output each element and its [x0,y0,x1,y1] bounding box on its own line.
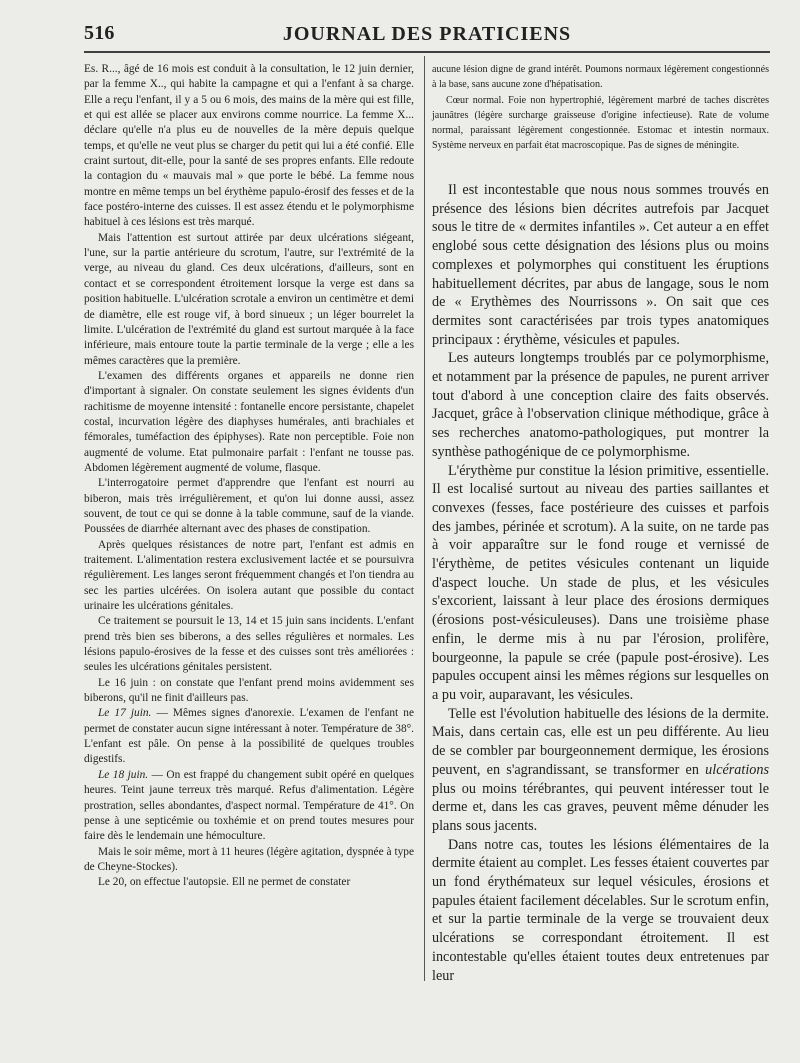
column-divider [424,56,425,981]
right-paragraph-1: Il est incontestable que nous nous sommes trouvés en présence des lésions bien décrites autrefois par Jacquet sous le titre de « dermites infantiles ». Cet auteur a en effet englobé sous cette désignation des lésions plus ou moins complexes et polymorphes qui constituent les éruptions habituellement décrites, par abus de langage, sous le nom de « Erythèmes des Nourrissons ». On sait que ces dermites sont caractérisées par trois types anatomiques principaux : érythème, vésicules et papules. [432,182,769,348]
left-paragraph-2: Mais l'attention est surtout attirée par deux ulcérations siégeant, l'une, sur la partie antérieure du scrotum, l'autre, sur l'extrémité de la verge, au niveau du gland. Ces deux ulcérations, d'ailleurs, sont en contact et se correspondent étroitement lorsque la verge est dans sa position habituelle. L'ulcération scrotale a environ un centimètre et demi de diamètre, elle est rouge vif, à bord sinueux ; un léger bourrelet la limite. L'ulcération de l'extrémité du gland est surtout marquée à la face inférieure, mais entoure toute la partie terminale de la verge ; elle a les mêmes caractères que la première. [84,231,414,367]
commentary-column [432,181,769,984]
left-paragraph-5: Après quelques résistances de notre part, l'enfant est admis en traitement. L'alimentation restera exclusivement lactée et se poursuivra régulièrement. Les langes seront fréquemment changés et l'on tiendra au sec les parties ulcérées. On isolera autant que possible du contact urinaire les ulcérations génitales. [84,538,414,613]
autopsy-findings [432,62,769,174]
left-paragraph-7: Le 16 juin : on constate que l'enfant prend moins avidemment ses biberons, qu'il ne finit d'ailleurs pas. [84,676,414,705]
right-paragraph-5: Dans notre cas, toutes les lésions élémentaires de la dermite étaient au complet. Les fesses étaient couvertes par un fond érythémateux sur lequel vésicules, érosions et papules étaient facilement décelables. Sur le scrotum enfin, et sur la partie terminale de la verge se trouvaient deux ulcérations se correspondant étroitement. Il est incontestable qu'elles étaient toutes deux entretenues par leur [432,836,769,984]
left-paragraph-8-text: — Mêmes signes d'anorexie. L'examen de l'enfant ne permet de constater aucun signe intéressant à noter. Température de 38°. L'enfant est pâle. On pense à la possibilité de quelques troubles digestifs. [84,707,414,766]
right-paragraph-4-before: Telle est l'évolution habituelle des lésions de la dermite. Mais, dans certain cas, elle est un peu différente. Au lieu de se combler par bourgeonnement dermique, les érosions peuvent, en s'agrandissant, se transformer en [432,705,769,778]
left-paragraph-11: Le 20, on effectue l'autopsie. Ell ne permet de constater [98,876,351,889]
right-paragraph-2: Les auteurs longtemps troublés par ce polymorphisme, et notamment par la présence de papules, ne purent arriver tout d'abord à une conception claire des faits observés. Jacquet, grâce à l'observation clinique méthodique, grâce à ses recherches anatomo-pathologiques, put montrer la synthèse pathogénique de ce polymorphisme. [432,350,769,460]
date-18-juin: Le 18 juin. [98,768,149,781]
page-number: 516 [84,22,115,44]
left-paragraph-9 [84,768,414,845]
header-rule [84,51,770,53]
journal-title: JOURNAL DES PRATICIENS [282,23,572,45]
left-column [84,62,414,977]
right-paragraph-3: L'érythème pur constitue la lésion primitive, essentielle. Il est localisé surtout au niveau des parties saillantes et convexes (fesses, face postérieure des cuisses et parfois des jambes, périnée et scrotum). A la suite, on ne tarde pas à voir apparaître sur le fond rouge et vernissé de l'érythème, de petites vésicules contenant un liquide d'aspect louche. Un stade de plus, et les vésicules s'excorient, laissant à leur place des érosions dermiques (érosions post-vésiculeuses). Dans une troisième phase enfin, le derme mis à nu par l'érosion, prolifère, bourgeonne, la papule se crée (papule post-érosive). Les papules occupent ainsi les mêmes régions sur lesquelles on a pu voir, auparavant, les vésicules. [432,462,769,703]
left-paragraph-8 [84,706,414,767]
left-paragraph-4: L'interrogatoire permet d'apprendre que l'enfant est nourri au biberon, mais très irrégulièrement, et qu'on lui donne aussi, assez souvent, de tout ce qui se donne à la table commune, sauf de la viande. Poussées de diarrhée alternant avec des phases de constipation. [84,477,414,536]
right-top-paragraph-2: Cœur normal. Foie non hypertrophié, légèrement marbré de taches discrètes jaunâtres (légère surcharge graisseuse d'origine infectieuse). Rate de volume normal, paraissant légèrement congestionnée. Estomac et intestin normaux. Système nerveux en parfait état macroscopique. Pas de signes de méningite. [432,94,769,152]
left-paragraph-9-text: — On est frappé du changement subit opéré en quelques heures. Teint jaune terreux très marqué. Refus d'alimentation. Légère prostration, selles abondantes, d'aspect normal. Température de 41°. On pense à une septicémie ou toxhémie et on prend toutes mesures pour faire dès le lendemain une hémoculture. [84,768,414,843]
right-paragraph-4 [432,705,769,836]
right-paragraph-4-after: plus ou moins térébrantes, qui peuvent intéresser tout le derme et, dans les cas graves, peuvent même dénuder les plans sous jacents. [432,780,769,834]
left-paragraph-6: Ce traitement se poursuit le 13, 14 et 15 juin sans incidents. L'enfant prend très bien ses biberons, a des selles régulières et normales. Les lésions papulo-érosives de la fesse et des cuisses sont très améliorées : seules les ulcérations génitales persistent. [84,615,414,674]
left-paragraph-10: Mais le soir même, mort à 11 heures (légère agitation, dyspnée à type de Cheyne-Stockes). [84,845,414,873]
page-header [84,22,770,50]
left-paragraph-3: L'examen des différents organes et appareils ne donne rien d'important à signaler. On constate seulement les signes évidents d'un rachitisme de moyenne intensité : fontanelle encore persistante, chapelet costal, incurvation légère des diaphyses humérales, anti brachiales et fémorales, tuméfaction des épiphyses). Rate non perceptible. Foie non augmenté de volume. Etat pulmonaire parfait : l'enfant ne tousse pas. Abdomen légèrement augmenté de volume, flasque. [84,369,414,474]
left-paragraph-1: Es. R..., âgé de 16 mois est conduit à la consultation, le 12 juin dernier, par la femme X.., qui habite la campagne et qui a l'enfant à sa charge. Elle a reçu l'enfant, il y a 5 ou 6 mois, des mains de la mère qui est fille, et qui est allée se placer aux environs comme nourrice. La femme X... déclare qu'elle n'a plus eu de nouvelles de la mère depuis quelque temps, et qu'elle ne veut plus se charger du petit qui lui a été confié. Elle craint surtout, dit-elle, pour la santé de ses propres enfants. Elle redoute la contagion du « mauvais mal » que porte le bébé. La femme nous montre en même temps un bel érythème papulo-érosif des fesses et de la face postéro-interne des cuisses. Il est assez étendu et le polymorphisme habituel à ces lésions est très marqué. [84,63,414,229]
date-17-juin: Le 17 juin. [98,707,152,720]
right-top-paragraph-1: aucune lésion digne de grand intérêt. Poumons normaux légèrement congestionnés à la base, sans aucune zone d'hépatisation. [432,64,769,91]
ulcerations-emphasis: ulcérations [705,761,769,778]
